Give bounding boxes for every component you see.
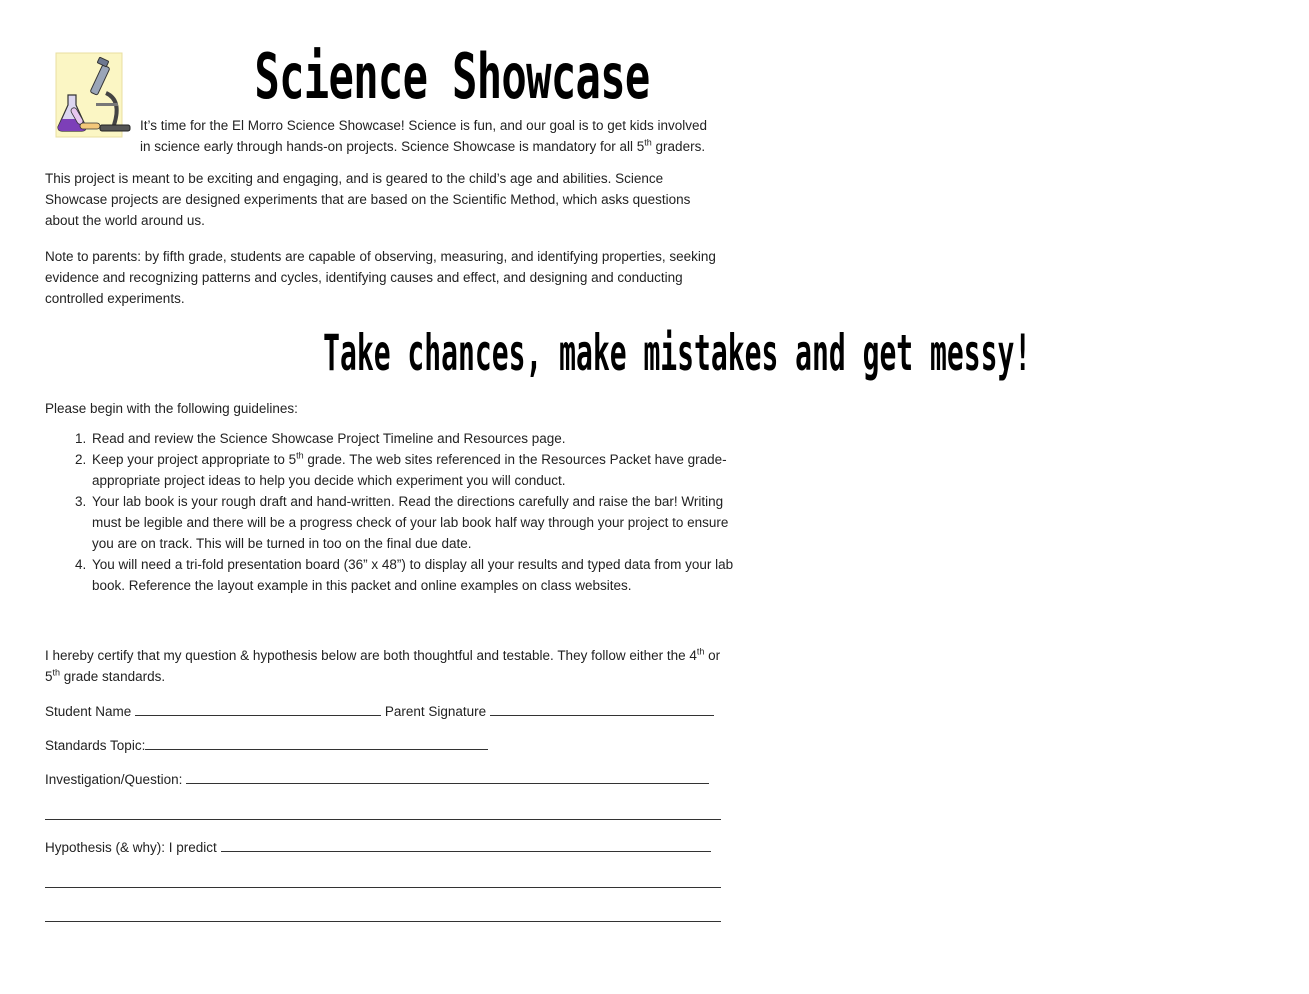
investigation-continuation-row: [45, 803, 721, 820]
intro-paragraph: [140, 115, 730, 157]
slogan-heading: [45, 324, 1032, 382]
hypothesis-continuation-row: [45, 905, 721, 922]
investigation-label: Investigation/Question:: [45, 772, 183, 787]
guideline-item: 3. Your lab book is your rough draft and hand-written. Read the directions carefully and raise the bar! Writing must be legible and there will be a progress check of your lab book half way through your project to ensure you are on track. This will be turned in too on the final due date.: [90, 491, 750, 554]
hypothesis-row: [45, 837, 721, 858]
guideline-item: [90, 449, 750, 491]
certify-text-mid: or 5: [45, 648, 721, 684]
guideline-item: 4. You will need a tri-fold presentation board (36” x 48”) to display all your results and typed data from your lab book. Reference the layout example in this packet and online examples on class websites.: [90, 554, 750, 596]
parent-signature-field[interactable]: [490, 701, 714, 716]
name-signature-row: [45, 701, 721, 722]
investigation-field-line-2[interactable]: [45, 803, 721, 820]
student-name-label: Student Name: [45, 704, 132, 719]
standards-topic-label: Standards Topic:: [45, 738, 146, 753]
science-lab-icon: [44, 45, 144, 145]
parent-signature-label: Parent Signature: [384, 704, 487, 719]
guideline-item: 1. Read and review the Science Showcase Project Timeline and Resources page.: [90, 428, 750, 449]
slogan-text: Take chances, make mistakes and get messy!: [323, 324, 1032, 382]
guideline-text: Keep your project appropriate to 5: [92, 452, 297, 467]
certify-text: I hereby certify that my question & hypothesis below are both thoughtful and testable. They follow either the 4: [45, 648, 697, 663]
superscript: th: [644, 137, 652, 148]
standards-topic-row: [45, 735, 721, 756]
student-name-field[interactable]: [135, 701, 381, 716]
hypothesis-field-line-2[interactable]: [45, 871, 721, 888]
superscript: th: [696, 646, 705, 657]
guidelines-intro: Please begin with the following guidelines:: [45, 401, 298, 416]
hypothesis-label: Hypothesis (& why): I predict: [45, 840, 217, 855]
page-title: Science Showcase: [254, 40, 650, 113]
hypothesis-field-line-3[interactable]: [45, 905, 721, 922]
intro-line-2-end: graders.: [651, 139, 706, 154]
certify-text-end: grade standards.: [60, 669, 166, 684]
project-description-paragraph: This project is meant to be exciting and engaging, and is geared to the child’s age and abilities. Science Showcase projects are designed experiments that are based on the Scientific Method, which asks questions about the world around us.: [45, 171, 691, 228]
superscript: th: [296, 450, 304, 461]
investigation-field[interactable]: [186, 769, 709, 784]
investigation-row: [45, 769, 721, 790]
intro-line-2: in science early through hands-on projects. Science Showcase is mandatory for all 5: [140, 139, 645, 154]
hypothesis-field[interactable]: [221, 837, 711, 852]
superscript: th: [52, 667, 61, 678]
standards-topic-field[interactable]: [145, 735, 488, 750]
certification-statement: [45, 645, 725, 687]
hypothesis-continuation-row: [45, 871, 721, 888]
note-to-parents-paragraph: Note to parents: by fifth grade, students are capable of observing, measuring, and identifying properties, seeking evidence and recognizing patterns and cycles, identifying causes and effect, and designing and conducting controlled experiments.: [45, 249, 716, 306]
guideline-text-end: grade. The web sites referenced in the Resources Packet have grade-appropriate project ideas to help you decide which experiment you will conduct.: [92, 452, 727, 488]
intro-line-1: It’s time for the El Morro Science Showcase! Science is fun, and our goal is to get kids involved: [140, 118, 708, 133]
guidelines-list: [45, 428, 750, 596]
